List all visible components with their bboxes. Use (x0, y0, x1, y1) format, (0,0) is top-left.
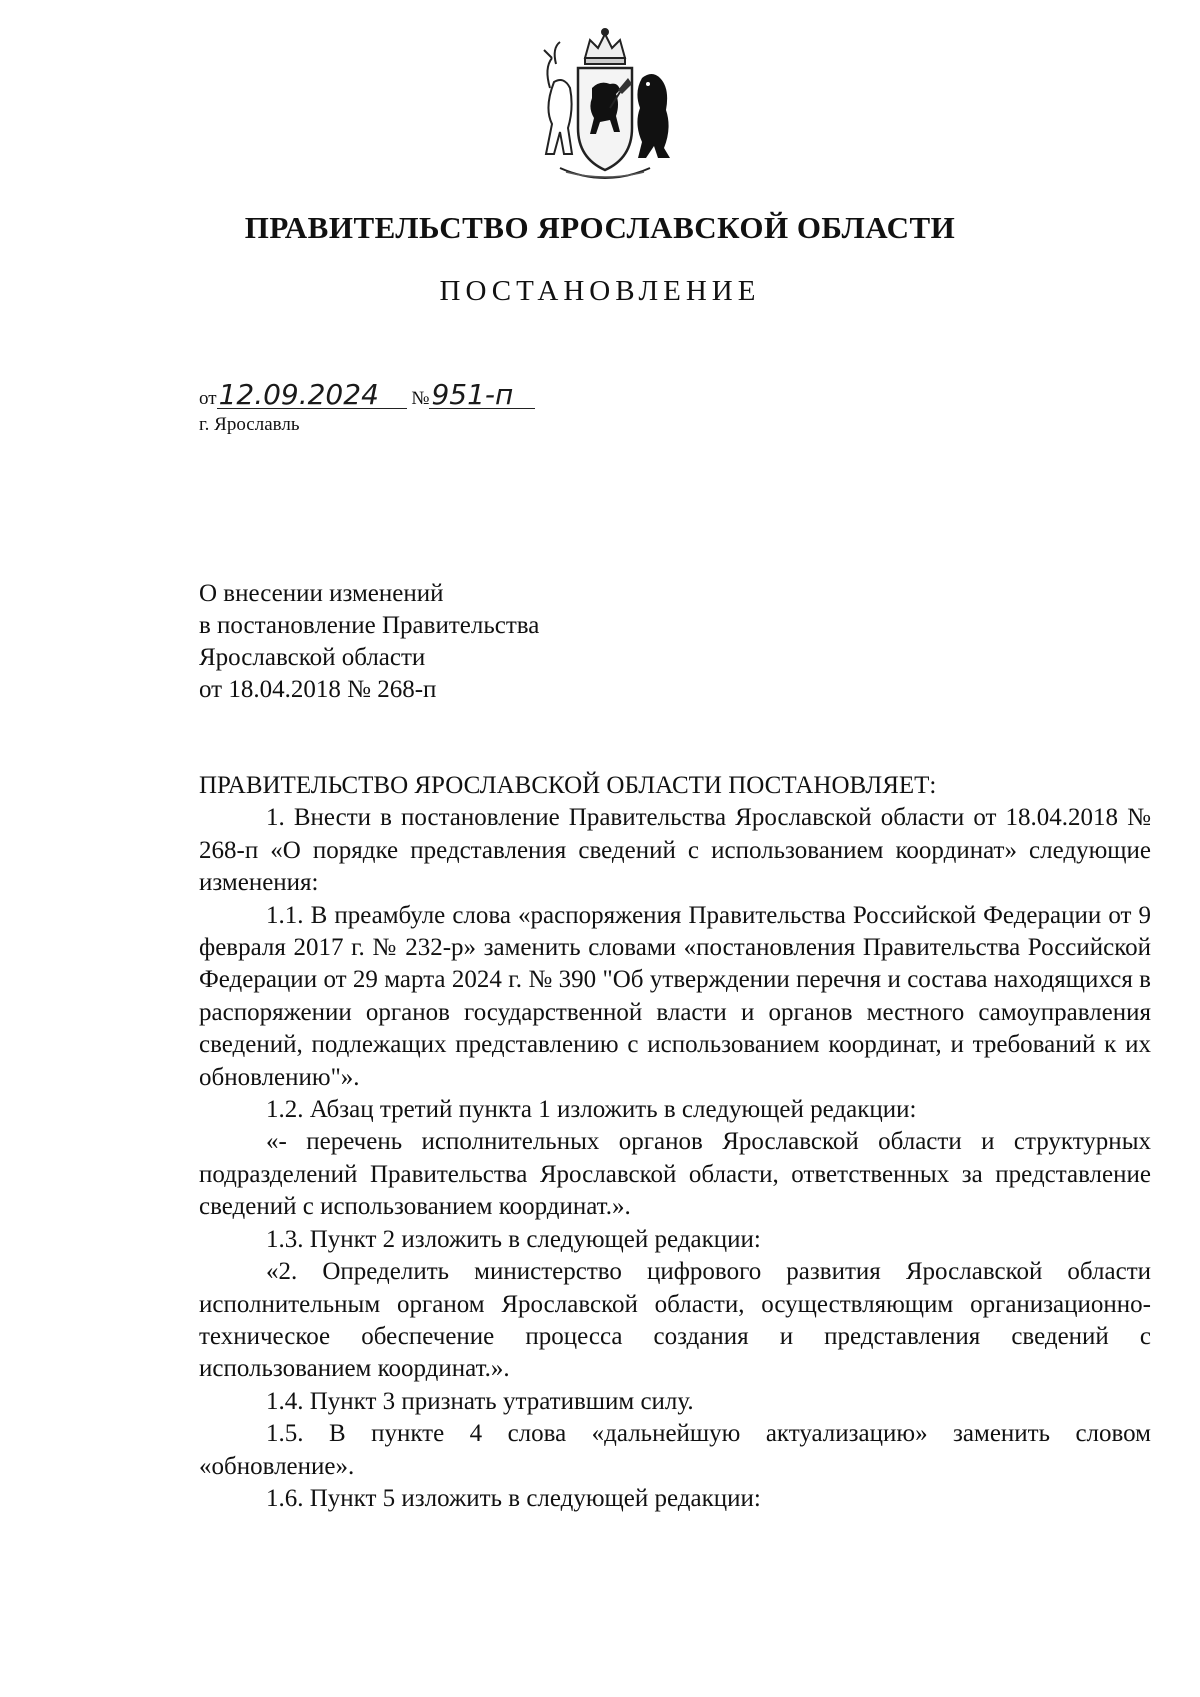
handwritten-date: 12.09.2024 (217, 382, 407, 409)
document-body (199, 770, 1151, 1515)
subject-line: от 18.04.2018 № 268-п (199, 676, 437, 703)
document-type: ПОСТАНОВЛЕНИЕ (439, 275, 761, 307)
number-prefix: № (411, 388, 430, 409)
coat-of-arms-icon (530, 28, 680, 188)
subject-line: О внесении изменений (199, 580, 444, 607)
paragraph-1-1: 1.1. В преамбуле слова «распоряжения Правительства Российской Федерации от 9 февраля 2017 г. № 232-р» заменить словами «постановления Правительства Российской Федерации от 29 марта 2024 г. № 390 "Об утверждении перечня и состава находящихся в распоряжении органов государственной власти и органов местного самоуправления сведений, подлежащих представлению с использованием координат, и требований к их обновлению"». (199, 901, 1151, 1091)
government-title: ПРАВИТЕЛЬСТВО ЯРОСЛАВСКОЙ ОБЛАСТИ (244, 210, 956, 245)
paragraph-1-3: 1.3. Пункт 2 изложить в следующей редакции: (266, 1225, 761, 1253)
paragraph-1-4: 1.4. Пункт 3 признать утратившим силу. (266, 1387, 694, 1415)
date-prefix: от (199, 388, 217, 409)
paragraph-1: 1. Внести в постановление Правительства Ярославской области от 18.04.2018 № 268-п «О порядке представления сведений с использованием координат» следующие изменения: (199, 804, 1151, 897)
subject-line: Ярославской области (199, 644, 426, 671)
city: г. Ярославль (199, 414, 300, 435)
subject-line: в постановление Правительства (199, 612, 540, 639)
opening-line: ПРАВИТЕЛЬСТВО ЯРОСЛАВСКОЙ ОБЛАСТИ ПОСТАНОВЛЯЕТ: (199, 772, 937, 799)
paragraph-1-2: 1.2. Абзац третий пункта 1 изложить в следующей редакции: (266, 1096, 917, 1124)
document-date-number (199, 378, 535, 411)
paragraph-1-6: 1.6. Пункт 5 изложить в следующей редакции: (266, 1484, 761, 1512)
handwritten-number: 951-п (429, 382, 535, 409)
paragraph-1-3-quote: «2. Определить министерство цифрового развития Ярославской области исполнительным органом Ярославской области, осуществляющим организационно-техническое обеспечение процесса создания и представления сведений с использованием координат.». (199, 1258, 1151, 1383)
document-subject (199, 578, 539, 706)
paragraph-1-5: 1.5. В пункте 4 слова «дальнейшую актуализацию» заменить словом «обновление». (199, 1420, 1151, 1480)
paragraph-1-2-quote: «- перечень исполнительных органов Ярославской области и структурных подразделений Правительства Ярославской области, ответственных за представление сведений с использованием координат.». (199, 1128, 1151, 1221)
